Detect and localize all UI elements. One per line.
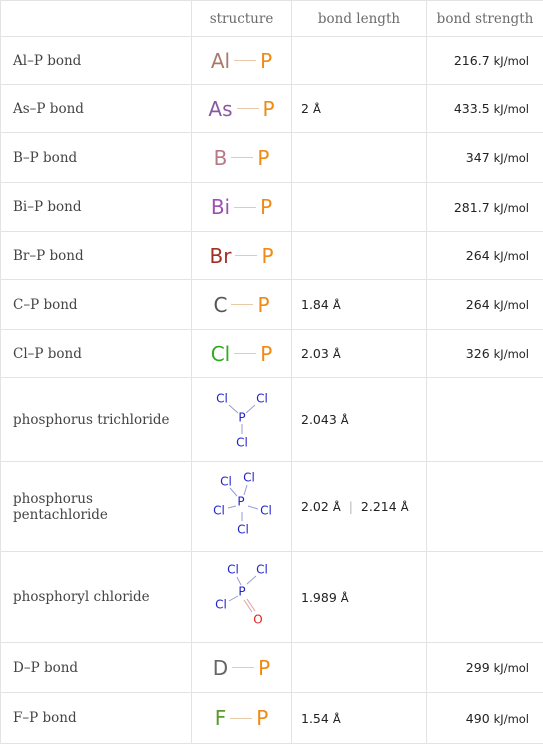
- row-label: phosphorus trichloride: [1, 378, 192, 462]
- bond-strength-unit: kJ/mol: [493, 249, 529, 263]
- molecule-diagram: [202, 385, 282, 455]
- atom-symbol: P: [260, 195, 273, 219]
- bond-strength-value: 216.7: [453, 53, 490, 68]
- oxygen-atom: O: [252, 612, 263, 627]
- bond-diagram: [209, 244, 273, 268]
- bond-line: [234, 353, 256, 354]
- structure-cell: [192, 133, 292, 183]
- bond-strength-value: 264: [465, 297, 490, 312]
- bond-length-unit: Å: [400, 500, 409, 514]
- bond-diagram: [214, 146, 270, 170]
- atom-symbol: Bi: [210, 195, 231, 219]
- atom-symbol: P: [257, 145, 270, 170]
- molecule-diagram: [200, 557, 284, 637]
- value-separator: |: [348, 499, 353, 514]
- bond-strength-cell: [427, 552, 543, 643]
- atom-symbol: Cl: [210, 341, 231, 366]
- row-label: F–P bond: [1, 693, 192, 744]
- bond-length-unit: Å: [340, 590, 349, 605]
- chlorine-atom: Cl: [259, 503, 272, 517]
- row-label: D–P bond: [1, 643, 192, 693]
- atom-symbol: P: [257, 292, 270, 317]
- bond-length-cell: [292, 85, 427, 133]
- structure-cell: [192, 232, 292, 280]
- row-label: Cl–P bond: [1, 330, 192, 378]
- bond-length-cell: [292, 643, 427, 693]
- structure-cell: [192, 552, 292, 643]
- bond-line: [232, 667, 254, 668]
- table-row: [1, 183, 543, 232]
- structure-cell: [192, 693, 292, 744]
- bond-strength-cell: [427, 280, 543, 330]
- header-bond-length: bond length: [292, 1, 427, 37]
- row-label: B–P bond: [1, 133, 192, 183]
- chlorine-atom: Cl: [215, 391, 228, 405]
- atom-symbol: Br: [209, 243, 232, 268]
- bond-length-cell: [292, 330, 427, 378]
- bond-length-cell: [292, 232, 427, 280]
- bond-strength-value: 490: [465, 710, 490, 726]
- bond-length-unit: Å: [332, 500, 341, 514]
- structure-cell: [192, 643, 292, 693]
- bond-length-unit: Å: [340, 413, 349, 427]
- bond-length-cell: [292, 693, 427, 744]
- bond-line: [234, 60, 256, 61]
- structure-cell: [192, 85, 292, 133]
- bond-line: [231, 157, 253, 158]
- atom-symbol: B: [213, 145, 228, 170]
- phosphorus-atom: P: [237, 410, 246, 424]
- bond-strength-value: 264: [465, 248, 490, 263]
- atom-symbol: P: [260, 48, 273, 73]
- chlorine-atom: Cl: [226, 562, 239, 577]
- bond-diagram: [208, 97, 274, 121]
- bond-length-cell: [292, 133, 427, 183]
- atom-symbol: P: [260, 341, 273, 366]
- atom-symbol: Al: [210, 48, 231, 73]
- atom-symbol: P: [261, 243, 274, 268]
- bond-diagram: [213, 293, 269, 317]
- bond-strength-cell: [427, 183, 543, 232]
- bond-strength-unit: kJ/mol: [493, 347, 529, 361]
- bond-line: [234, 207, 256, 208]
- bond-diagram: [211, 49, 272, 73]
- table-row: [1, 85, 543, 133]
- bond-strength-unit: kJ/mol: [493, 298, 529, 312]
- bond-length-value: 1.989: [301, 589, 337, 605]
- bond-length-unit: Å: [332, 298, 341, 312]
- chlorine-atom: Cl: [219, 474, 232, 488]
- row-label: Br–P bond: [1, 232, 192, 280]
- bond-strength-value: 299: [465, 660, 490, 675]
- bond-length-cell: [292, 183, 427, 232]
- bond-length-value: 2: [301, 101, 309, 116]
- bond-line: [230, 718, 252, 719]
- bond-line: [237, 108, 259, 109]
- structure-cell: [192, 378, 292, 462]
- bond-length-unit: Å: [312, 102, 321, 116]
- bond-diagram: [213, 656, 270, 680]
- structure-cell: [192, 330, 292, 378]
- table-row: [1, 37, 543, 85]
- chlorine-atom: Cl: [242, 470, 255, 484]
- bond-length-cell: [292, 552, 427, 643]
- bond-strength-unit: kJ/mol: [493, 200, 529, 215]
- row-label: As–P bond: [1, 85, 192, 133]
- atom-symbol: C: [213, 292, 228, 317]
- table-row: [1, 133, 543, 183]
- bond-strength-unit: kJ/mol: [493, 151, 529, 165]
- bond-length-value: 1.84: [301, 297, 329, 312]
- structure-cell: [192, 37, 292, 85]
- table-row: [1, 693, 543, 744]
- atom-symbol: As: [208, 96, 233, 121]
- bond-strength-cell: [427, 85, 543, 133]
- chlorine-atom: Cl: [214, 597, 227, 612]
- bond-length-value: 2.214: [360, 499, 397, 514]
- bond-strength-cell: [427, 37, 543, 85]
- row-label: phosphoryl chloride: [1, 552, 192, 643]
- bond-strength-cell: [427, 378, 543, 462]
- bond-strength-unit: kJ/mol: [493, 661, 529, 675]
- table-row: [1, 232, 543, 280]
- header-structure: structure: [192, 1, 292, 37]
- structure-cell: [192, 183, 292, 232]
- bond-length-value: 2.02: [301, 499, 329, 514]
- bond-diagram: [215, 706, 269, 730]
- bond-strength-unit: kJ/mol: [493, 711, 529, 726]
- table-row: [1, 552, 543, 643]
- atom-symbol: D: [212, 655, 229, 680]
- table-row: [1, 643, 543, 693]
- bond-diagram: [211, 195, 272, 219]
- bond-length-value: 2.03: [301, 346, 329, 361]
- chlorine-atom: Cl: [255, 391, 268, 405]
- bond-line: [231, 304, 253, 305]
- row-label: C–P bond: [1, 280, 192, 330]
- bond-length-value: 2.043: [301, 412, 337, 427]
- atom-symbol: F: [214, 706, 227, 730]
- bond-strength-unit: kJ/mol: [493, 102, 529, 116]
- bond-diagram: [211, 342, 273, 366]
- header-corner: [1, 1, 192, 37]
- header-bond-strength: bond strength: [427, 1, 543, 37]
- chlorine-atom: Cl: [255, 562, 268, 577]
- molecule-diagram: [200, 467, 284, 547]
- bond-strength-cell: [427, 133, 543, 183]
- atom-symbol: P: [256, 706, 269, 730]
- chlorine-atom: Cl: [212, 503, 225, 517]
- chlorine-atom: Cl: [236, 522, 249, 536]
- bond-strength-cell: [427, 330, 543, 378]
- bond-strength-unit: kJ/mol: [493, 54, 529, 68]
- row-label: Bi–P bond: [1, 183, 192, 232]
- bond-strength-value: 326: [465, 346, 490, 361]
- table-row: [1, 462, 543, 552]
- table-row: [1, 378, 543, 462]
- table-row: [1, 330, 543, 378]
- row-label: phosphorus pentachloride: [1, 462, 192, 552]
- bond-length-unit: Å: [332, 347, 341, 361]
- table-row: [1, 280, 543, 330]
- phosphorus-atom: P: [236, 494, 245, 508]
- bond-strength-cell: [427, 643, 543, 693]
- structure-cell: [192, 462, 292, 552]
- bond-strength-cell: [427, 462, 543, 552]
- bond-strength-value: 281.7: [453, 199, 490, 215]
- chlorine-atom: Cl: [235, 435, 248, 449]
- atom-symbol: P: [258, 655, 271, 680]
- header-row: [1, 1, 543, 37]
- bond-strength-value: 433.5: [453, 101, 490, 116]
- bond-length-value: 1.54: [301, 710, 329, 726]
- row-label: Al–P bond: [1, 37, 192, 85]
- bond-length-cell: [292, 378, 427, 462]
- structure-cell: [192, 280, 292, 330]
- phosphorus-atom: P: [237, 584, 246, 599]
- bond-strength-cell: [427, 232, 543, 280]
- bond-strength-value: 347: [465, 150, 490, 165]
- atom-symbol: P: [262, 96, 275, 121]
- bond-length-cell: [292, 280, 427, 330]
- bond-strength-cell: [427, 693, 543, 744]
- bond-length-unit: Å: [332, 711, 341, 726]
- bond-length-cell: [292, 462, 427, 552]
- bond-line: [235, 255, 257, 256]
- bond-length-cell: [292, 37, 427, 85]
